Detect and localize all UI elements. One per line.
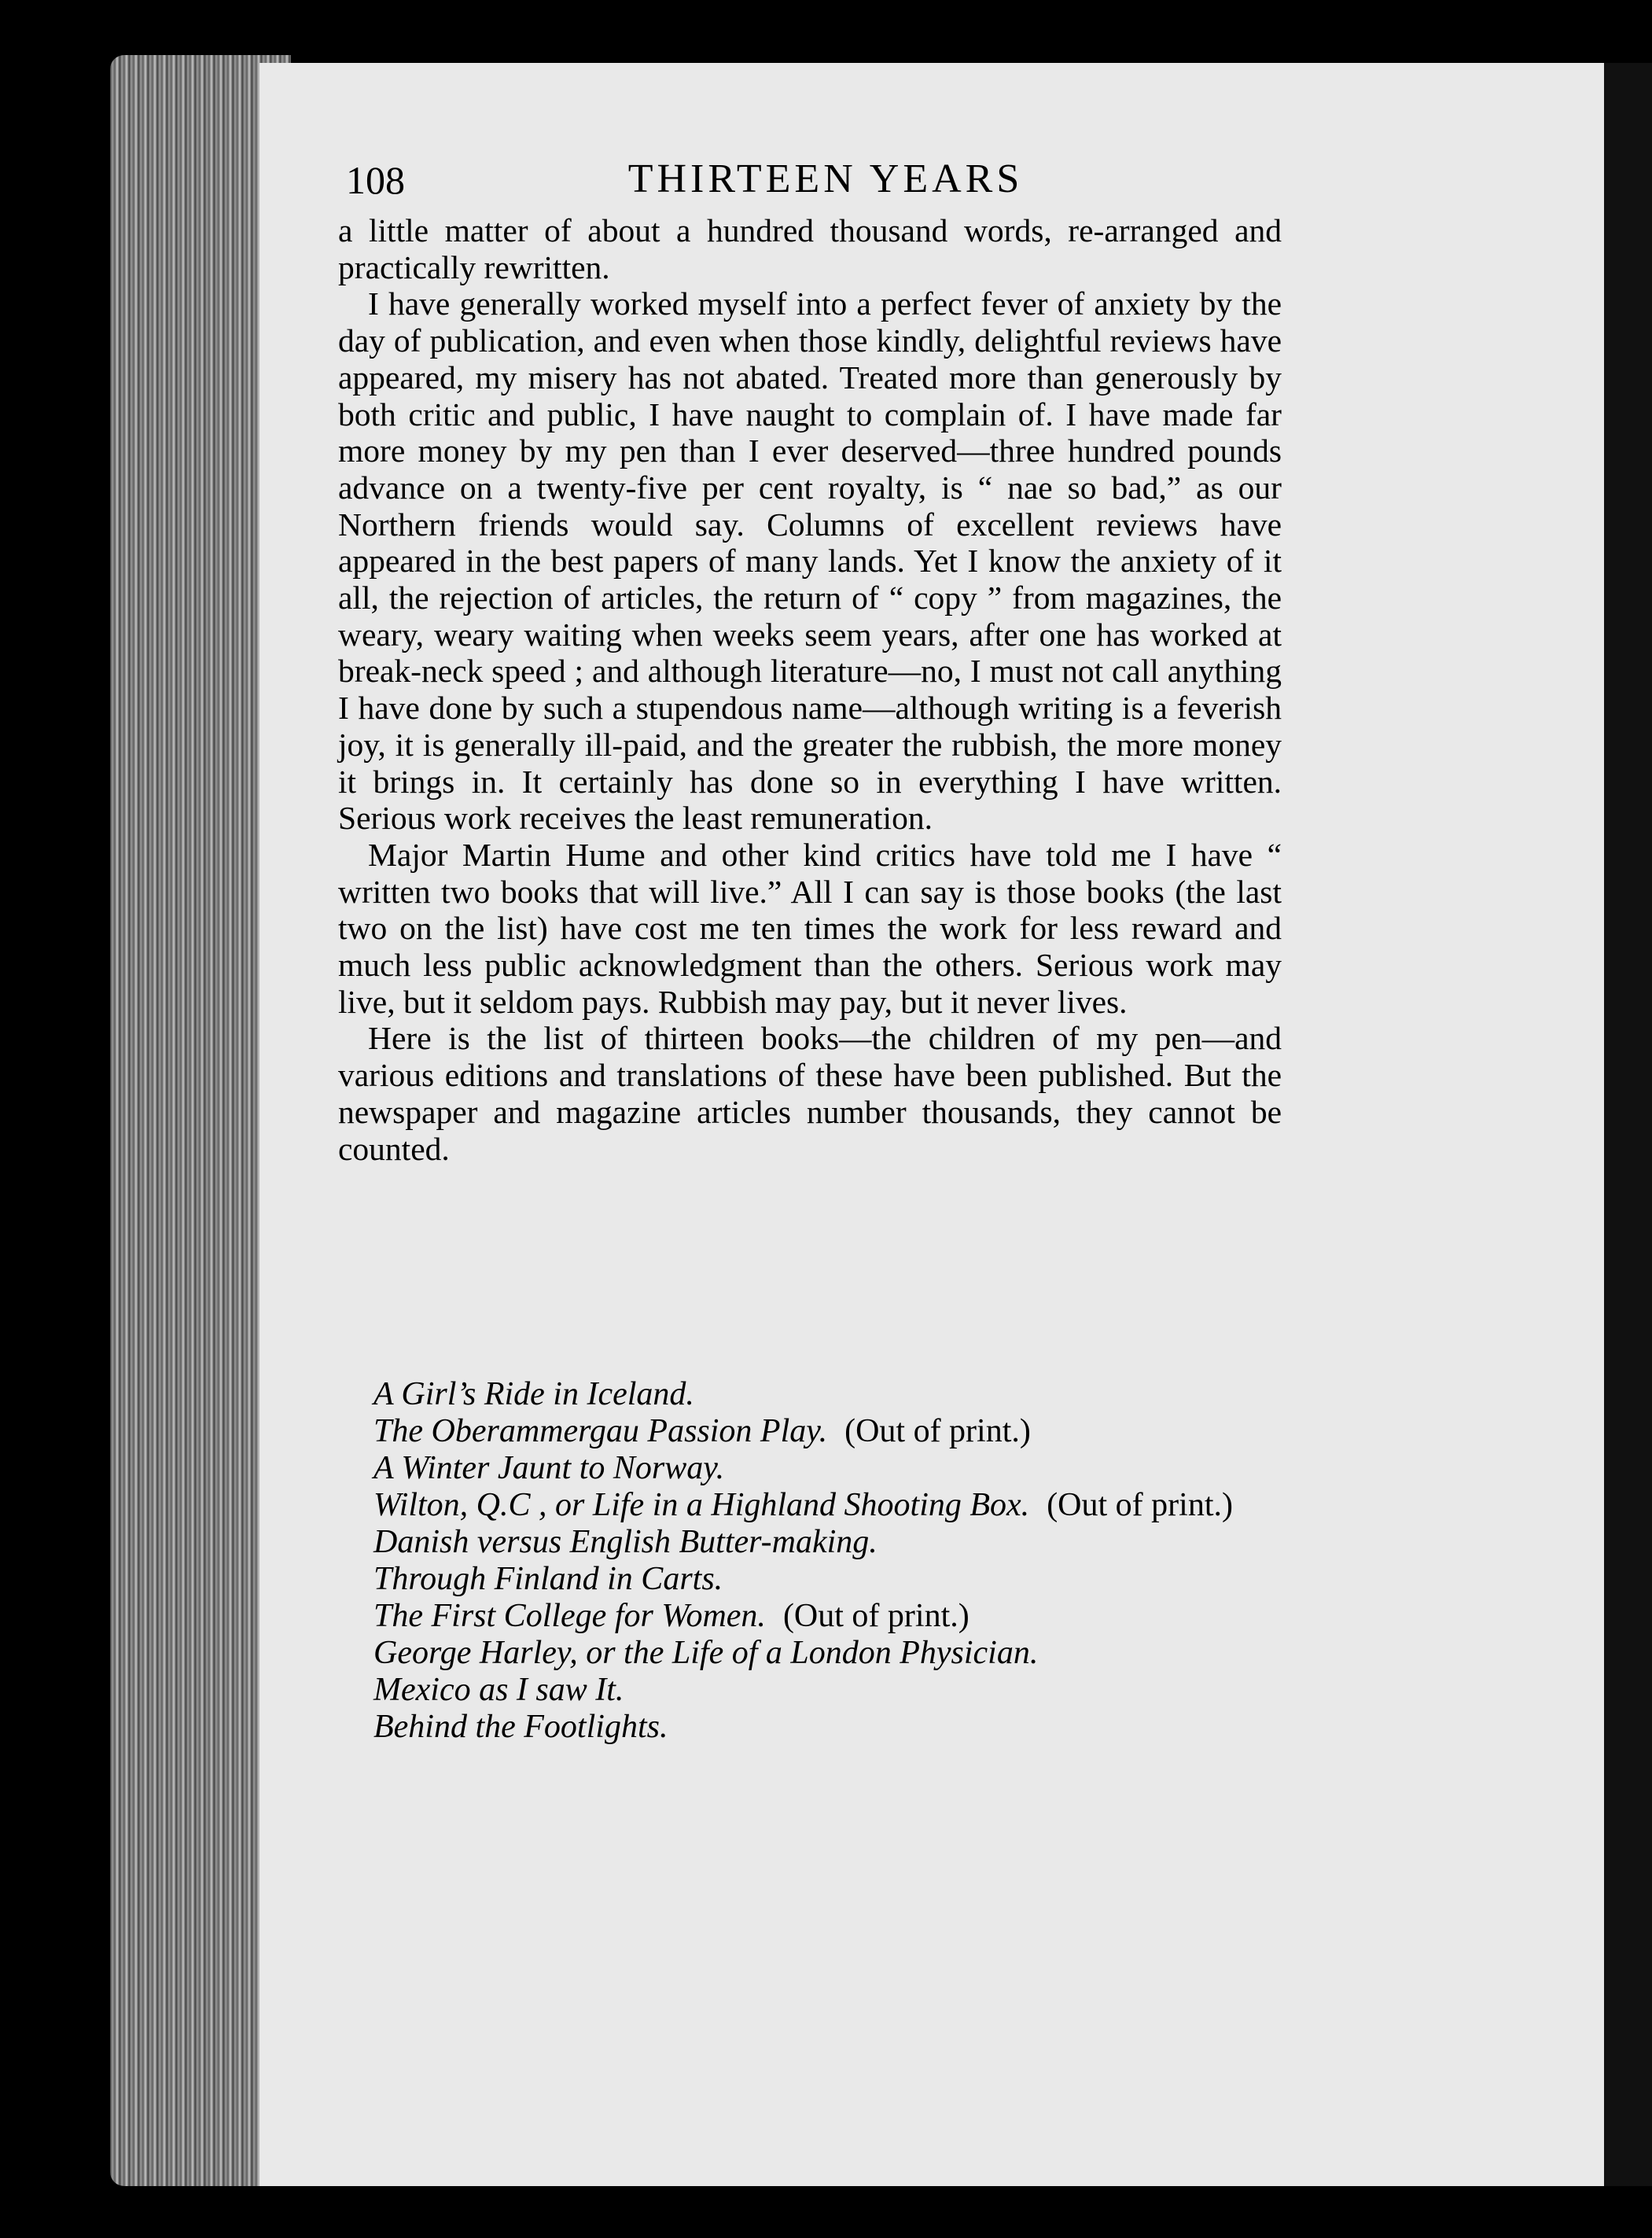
paragraph: Here is the list of thirteen books—the children of my pen—and various editions and translations of these have been published. But the newspaper and magazine articles number thousands, they cannot be counted. bbox=[338, 1020, 1282, 1167]
paragraph: a little matter of about a hundred thousand words, re-arranged and practically rewritten. bbox=[338, 212, 1282, 285]
list-item bbox=[373, 1635, 1293, 1672]
book-title: Danish versus English Butter-making. bbox=[373, 1524, 878, 1560]
list-item bbox=[373, 1672, 1293, 1709]
book-note: (Out of print.) bbox=[1047, 1487, 1233, 1523]
book-title: Through Finland in Carts. bbox=[373, 1561, 723, 1597]
list-item bbox=[373, 1561, 1293, 1598]
list-item bbox=[373, 1487, 1293, 1524]
list-item bbox=[373, 1709, 1293, 1746]
book-note: (Out of print.) bbox=[844, 1413, 1031, 1449]
book-spine-shadow bbox=[1604, 63, 1652, 2186]
book-title: A Girl’s Ride in Iceland. bbox=[373, 1376, 694, 1412]
running-title: THIRTEEN YEARS bbox=[627, 156, 1024, 201]
body-text bbox=[338, 212, 1282, 1167]
book-title: A Winter Jaunt to Norway. bbox=[373, 1450, 725, 1486]
book-title: Behind the Footlights. bbox=[373, 1709, 668, 1745]
list-item bbox=[373, 1524, 1293, 1561]
list-item bbox=[373, 1376, 1293, 1413]
paragraph: Major Martin Hume and other kind critics have told me I have “ written two books that will live.” All I can say is those books (the last two on the list) have cost me ten times the work for less reward and much less public acknowledgment than the others. Serious work may live, but it seldom pays. Rubbish may pay, but it never lives. bbox=[338, 836, 1282, 1020]
list-item bbox=[373, 1413, 1293, 1450]
book-title: George Harley, or the Life of a London Physician. bbox=[373, 1635, 1039, 1671]
list-item bbox=[373, 1450, 1293, 1487]
book-list bbox=[334, 1376, 1293, 1746]
paragraph: I have generally worked myself into a perfect fever of anxiety by the day of publication, and even when those kindly, delightful reviews have appeared, my misery has not abated. Treated more than generously by both critic and public, I have naught to complain of. I have made far more money by my pen than I ever deserved—three hundred pounds advance on a twenty-five per cent royalty, is “ nae so bad,” as our Northern friends would say. Columns of excellent reviews have appeared in the best papers of many lands. Yet I know the anxiety of it all, the rejection of articles, the return of “ copy ” from magazines, the weary, weary waiting when weeks seem years, after one has worked at break-neck speed ; and although literature—no, I must not call anything I have done by such a stupendous name—although writing is a feverish joy, it is generally ill-paid, and the greater the rubbish, the more money it brings in. It certainly has done so in everything I have written. Serious work receives the least remuneration. bbox=[338, 285, 1282, 837]
book-title: The First College for Women. bbox=[373, 1598, 766, 1634]
book-title: Wilton, Q.C , or Life in a Highland Shooting Box. bbox=[373, 1487, 1030, 1523]
book-note: (Out of print.) bbox=[782, 1598, 969, 1634]
page-number: 108 bbox=[346, 158, 405, 202]
book-title: Mexico as I saw It. bbox=[373, 1672, 624, 1708]
list-item bbox=[373, 1598, 1293, 1635]
book-title: The Oberammergau Passion Play. bbox=[373, 1413, 828, 1449]
page-header bbox=[346, 149, 1305, 220]
